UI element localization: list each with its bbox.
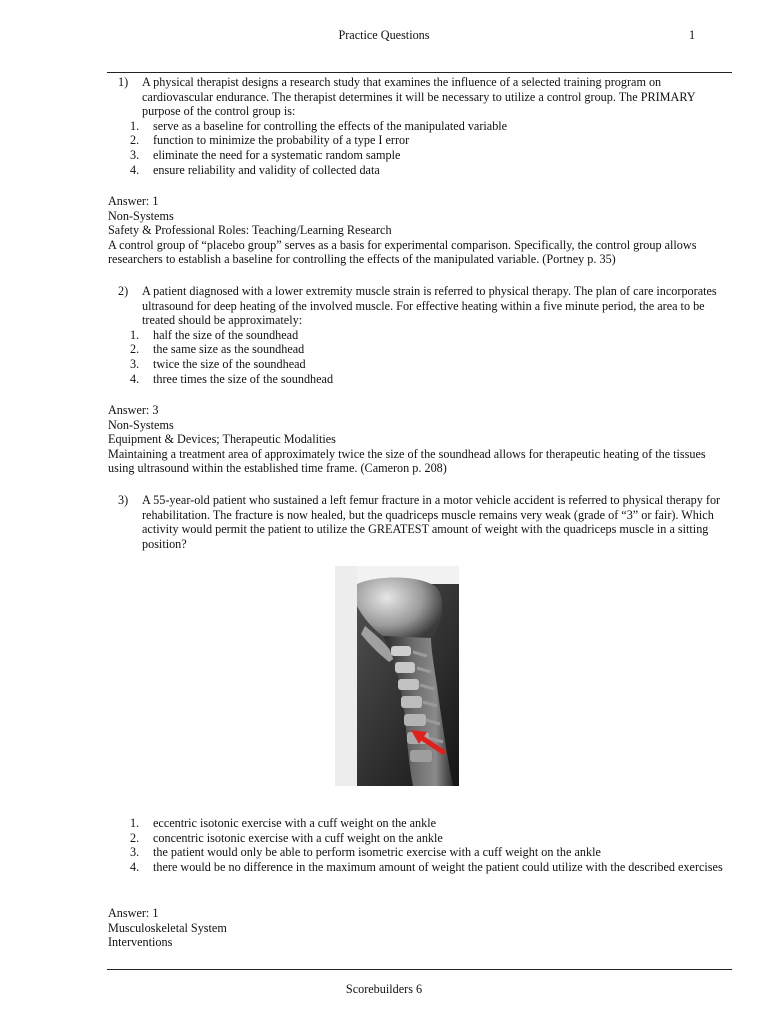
option-text: concentric isotonic exercise with a cuff weight on the ankle <box>153 830 443 845</box>
answer-key: Answer: 1 <box>108 194 159 208</box>
option <box>108 372 732 387</box>
option-number: 4. <box>130 371 140 386</box>
question-stem <box>108 493 732 551</box>
option-number: 4. <box>130 162 140 177</box>
options-list <box>108 328 732 386</box>
answer-1 <box>108 194 732 267</box>
header-rule <box>107 72 732 73</box>
option-text: serve as a baseline for controlling the effects of the manipulated variable <box>153 118 508 133</box>
option <box>108 845 732 860</box>
question-3 <box>108 493 732 551</box>
option-number: 1. <box>130 327 140 342</box>
option-text: eliminate the need for a systematic random sample <box>153 147 401 162</box>
footer-rule <box>107 969 732 970</box>
option-text: eccentric isotonic exercise with a cuff weight on the ankle <box>153 816 437 830</box>
cervical-spine-xray-icon <box>335 566 459 786</box>
question-text: A physical therapist designs a research study that examines the influence of a selected training program on cardiovascular endurance. The therapist determines it will be necessary to utilize a control group. The PRIMARY purpose of the control group is: <box>142 75 696 119</box>
option <box>108 831 732 846</box>
answer-category: Equipment & Devices; Therapeutic Modalities <box>108 432 336 447</box>
question-1 <box>108 75 732 177</box>
cervical-spine-xray-image <box>335 566 459 786</box>
option-number: 2. <box>130 133 140 148</box>
options-list <box>108 119 732 177</box>
option <box>108 816 732 831</box>
option <box>108 357 732 372</box>
question-number: 2) <box>118 284 129 298</box>
option <box>108 328 732 343</box>
answer-category: Interventions <box>108 935 173 950</box>
header-title: Practice Questions <box>338 28 430 42</box>
option <box>108 163 732 178</box>
option-number: 1. <box>130 816 140 830</box>
answer-2 <box>108 403 732 476</box>
option-text: the same size as the soundhead <box>153 342 305 357</box>
question-number: 3) <box>118 493 129 507</box>
option <box>108 133 732 148</box>
question-text: A 55-year-old patient who sustained a left femur fracture in a motor vehicle accident is referred to physical therapy for rehabilitation. The fracture is now healed, but the quadriceps muscle remains very weak (grade of “3” or fair). Which activity would permit the patient to utilize the GREATEST amount of weight with the quadriceps muscle in a sitting position? <box>142 493 721 551</box>
answer-system: Musculoskeletal System <box>108 920 227 935</box>
answer-system: Non-Systems <box>108 208 174 223</box>
question-text: A patient diagnosed with a lower extremity muscle strain is referred to physical therapy. The plan of care incorporates ultrasound for deep heating of the involved muscle. For effective heating within a five minute period, the area to be treated should be approximately: <box>142 284 717 328</box>
answer-key: Answer: 1 <box>108 906 159 920</box>
option-number: 3. <box>130 147 140 162</box>
option-number: 2. <box>130 830 140 845</box>
option-number: 2. <box>130 342 140 357</box>
answer-rationale: Maintaining a treatment area of approximately twice the size of the soundhead allows for therapeutic heating of the tissues using ultrasound within the established time frame. (Cameron p. 208) <box>108 446 706 476</box>
answer-3 <box>108 906 732 950</box>
answer-system: Non-Systems <box>108 417 174 432</box>
option-number: 3. <box>130 356 140 371</box>
options-list <box>108 816 732 874</box>
option-text: function to minimize the probability of a type I error <box>153 133 410 148</box>
answer-rationale: A control group of “placebo group” serves as a basis for experimental comparison. Specifically, the control group allows researchers to establish a baseline for controlling the effects of the manipulated variable. (Portney p. 35) <box>108 237 697 267</box>
option-text: half the size of the soundhead <box>153 327 299 342</box>
option-number: 1. <box>130 118 140 133</box>
option-text: the patient would only be able to perform isometric exercise with a cuff weight on the ankle <box>153 845 601 860</box>
answer-category: Safety & Professional Roles: Teaching/Learning Research <box>108 223 392 238</box>
option <box>108 342 732 357</box>
option-text: there would be no difference in the maximum amount of weight the patient could utilize with the described exercises <box>153 859 723 874</box>
option-number: 4. <box>130 859 140 874</box>
question-stem <box>108 284 732 328</box>
answer-key: Answer: 3 <box>108 403 159 417</box>
option <box>108 860 732 875</box>
option <box>108 148 732 163</box>
question-2 <box>108 284 732 386</box>
option-text: twice the size of the soundhead <box>153 356 306 371</box>
option-text: ensure reliability and validity of collected data <box>153 162 380 177</box>
page-number: 1 <box>689 28 696 42</box>
option-number: 3. <box>130 845 140 860</box>
question-stem <box>108 75 732 119</box>
question-number: 1) <box>118 75 129 89</box>
question-3-options <box>108 816 732 874</box>
footer-text: Scorebuilders 6 <box>345 982 423 996</box>
option <box>108 119 732 134</box>
option-text: three times the size of the soundhead <box>153 371 334 386</box>
